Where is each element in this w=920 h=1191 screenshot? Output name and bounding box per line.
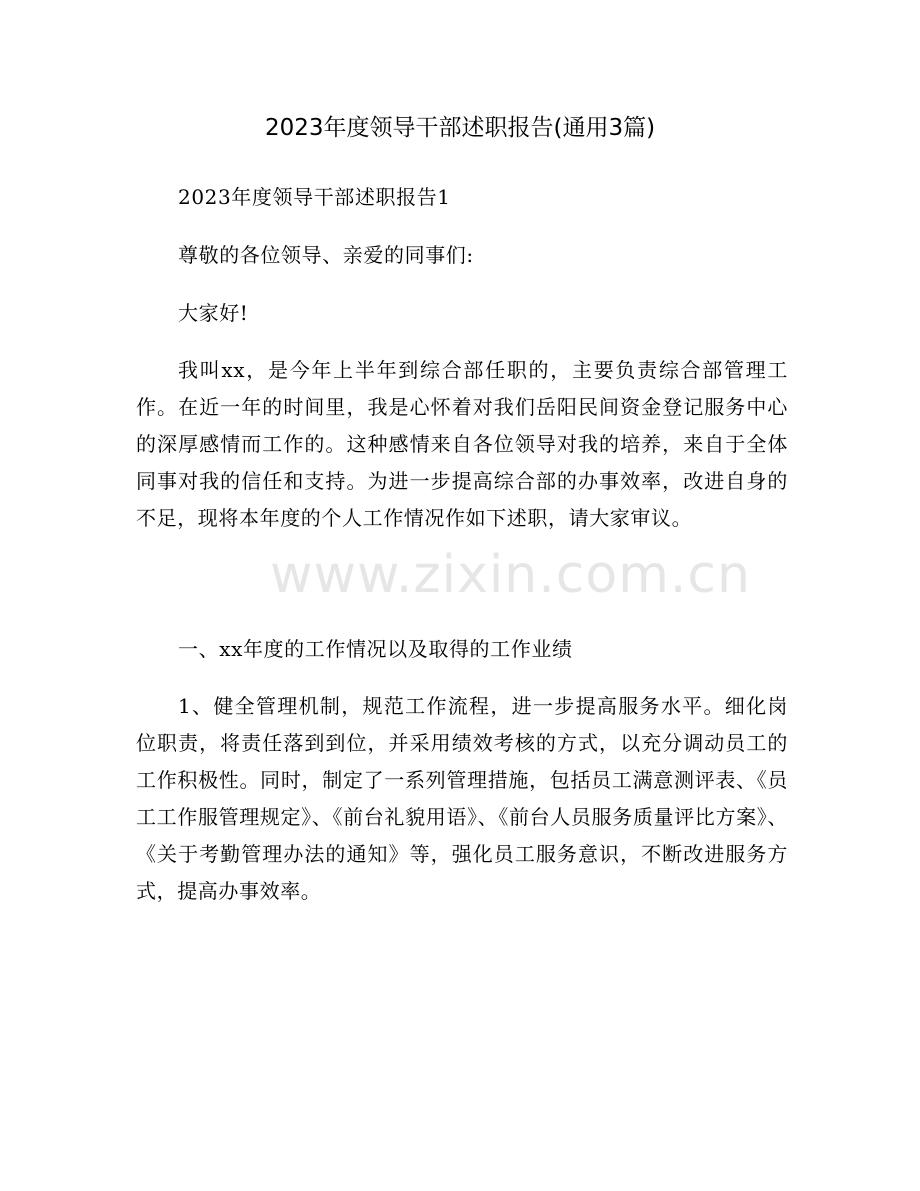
document-title: 2023年度领导干部述职报告(通用3篇): [264, 115, 656, 141]
intro-paragraph: 我叫xx，是今年上半年到综合部任职的，主要负责综合部管理工作。在近一年的时间里，我是心怀着对我们岳阳民间资金登记服务中心的深厚感情而工作的。这种感情来自各位领导对我的培养，来自于全体同事对我的信任和支持。为进一步提高综合部的办事效率，改进自身的不足，现将本年度的个人工作情况作如下述职，请大家审议。: [136, 358, 788, 530]
section-heading: 一、xx年度的工作情况以及取得的工作业绩: [178, 637, 573, 661]
report-subheading: 2023年度领导干部述职报告1: [178, 185, 451, 209]
salutation: 尊敬的各位领导、亲爱的同事们:: [178, 243, 474, 267]
watermark-text: www.zixin.com.cn: [270, 545, 751, 605]
item-1-paragraph: 1、健全管理机制，规范工作流程，进一步提高服务水平。细化岗位职责，将责任落到到位，并采用绩效考核的方式，以充分调动员工的工作积极性。同时，制定了一系列管理措施，包括员工满意测评表、《员工工作服管理规定》、《前台礼貌用语》、《前台人员服务质量评比方案》、《关于考勤管理办法的通知》等，强化员工服务意识，不断改进服务方式，提高办事效率。: [136, 694, 788, 903]
greeting: 大家好!: [178, 301, 249, 325]
